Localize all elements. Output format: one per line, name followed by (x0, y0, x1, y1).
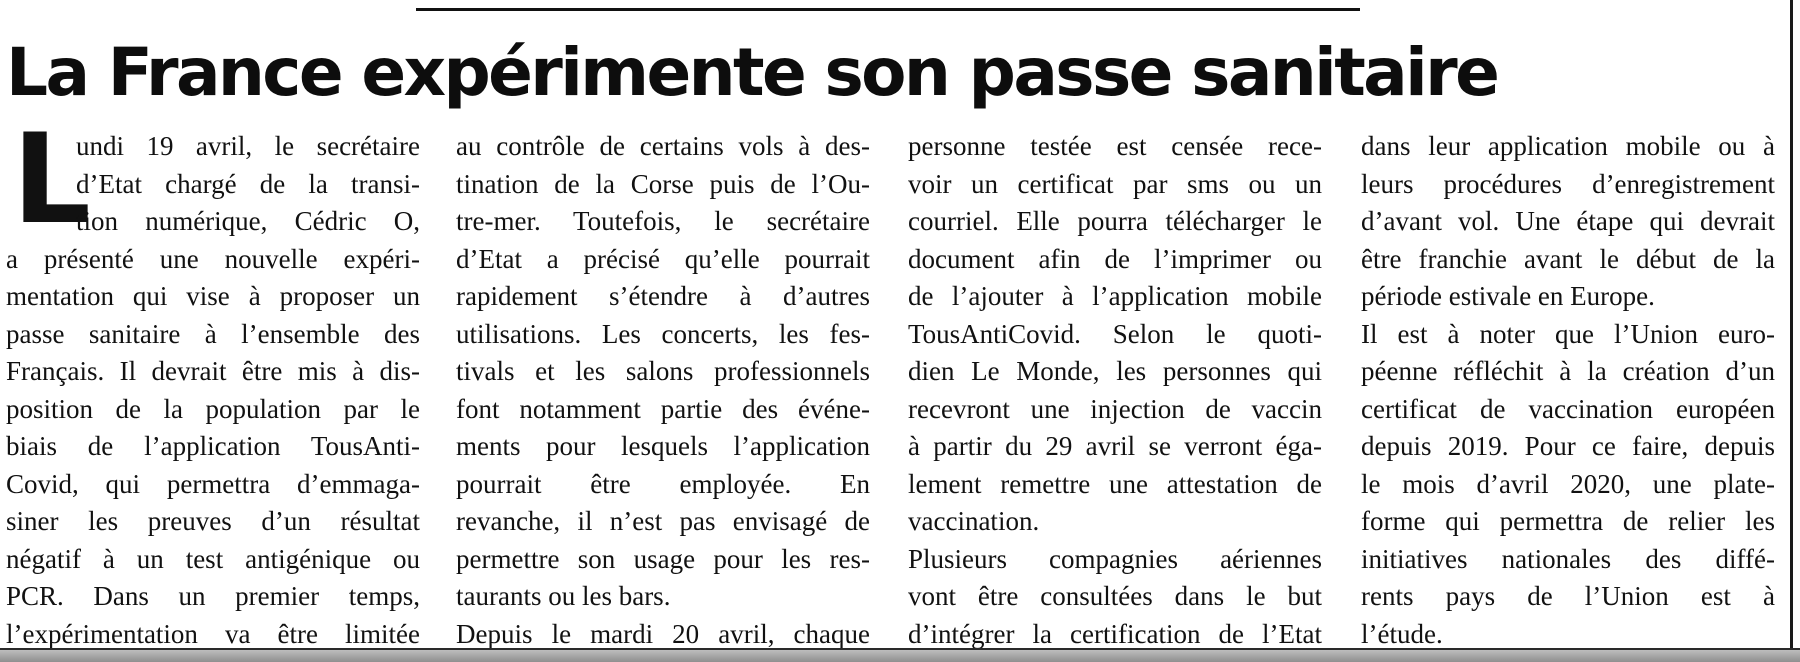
article-column-2 (456, 128, 870, 653)
article-line: à partir du 29 avril se verront éga- (908, 431, 1322, 461)
article-line: au contrôle de certains vols à des- (456, 131, 870, 161)
article-line: PCR. Dans un premier temps, (6, 581, 420, 611)
frame-right-border (1790, 0, 1793, 662)
article-line: péenne réfléchit à la création d’un (1361, 356, 1775, 386)
article-line: voir un certificat par sms ou un (908, 168, 1322, 199)
article-line: taurants ou les bars. (456, 581, 671, 611)
article-line: position de la population par le (6, 393, 420, 424)
drop-cap: L (12, 108, 92, 252)
article-line: tination de la Corse puis de l’Ou- (456, 168, 870, 199)
article-line: ments pour lesquels l’application (456, 431, 870, 461)
article-line: d’intégrer la certification de l’Etat (908, 618, 1322, 649)
article-line: biais de l’application TousAnti- (6, 431, 420, 461)
article-line: dien Le Monde, les personnes qui (908, 356, 1322, 386)
article-line: pourrait être employée. En (456, 468, 870, 499)
article-line: le mois d’avril 2020, une plate- (1361, 468, 1775, 499)
article-line: revanche, il n’est pas envisagé de (456, 506, 870, 536)
article-line: utilisations. Les concerts, les fes- (456, 318, 870, 349)
article-line: siner les preuves d’un résultat (6, 506, 420, 536)
article-line: Il est à noter que l’Union euro- (1361, 318, 1775, 349)
article-line: rents pays de l’Union est à (1361, 581, 1775, 611)
article-line: d’avant vol. Une étape qui devrait (1361, 206, 1775, 236)
headline: La France expérimente son passe sanitaire (6, 34, 1498, 111)
article-line: tivals et les salons professionnels (456, 356, 870, 386)
article-line: être franchie avant le début de la (1361, 243, 1775, 274)
article-line: passe sanitaire à l’ensemble des (6, 318, 420, 349)
article-line: mentation qui vise à proposer un (6, 281, 420, 311)
article-body (0, 108, 1800, 649)
article-line: lement remettre une attestation de (908, 468, 1322, 499)
article-line: depuis 2019. Pour ce faire, depuis (1361, 431, 1775, 461)
article-column-3 (908, 128, 1322, 653)
article-line: font notamment partie des événe- (456, 393, 870, 424)
article-line: Français. Il devrait être mis à dis- (6, 356, 420, 386)
article-line: permettre son usage pour les res- (456, 543, 870, 574)
frame-bottom-border (0, 650, 1800, 662)
article-line: l’expérimentation va être limitée (6, 618, 420, 649)
article-line: d’Etat chargé de la transi- (76, 168, 420, 199)
article-line: tre-mer. Toutefois, le secrétaire (456, 206, 870, 236)
article-line: document afin de l’imprimer ou (908, 243, 1322, 274)
article-line: Covid, qui permettra d’emmaga- (6, 468, 420, 499)
article-line: d’Etat a précisé qu’elle pourrait (456, 243, 870, 274)
article-line: TousAntiCovid. Selon le quoti- (908, 318, 1322, 349)
article-line: négatif à un test antigénique ou (6, 543, 420, 574)
article-line: rapidement s’étendre à d’autres (456, 281, 870, 311)
article-line: recevront une injection de vaccin (908, 393, 1322, 424)
article-line: l’étude. (1361, 618, 1443, 649)
article-line: vont être consultées dans le but (908, 581, 1322, 611)
top-rule (416, 8, 1360, 11)
article-line: période estivale en Europe. (1361, 281, 1655, 311)
article-line: dans leur application mobile ou à (1361, 131, 1775, 161)
article-line: forme qui permettra de relier les (1361, 506, 1775, 536)
article-column-4 (1361, 128, 1775, 653)
article-line: tion numérique, Cédric O, (76, 206, 420, 236)
article-line: initiatives nationales des diffé- (1361, 543, 1775, 574)
article-line: undi 19 avril, le secrétaire (76, 131, 420, 161)
article-line: courriel. Elle pourra télécharger le (908, 206, 1322, 236)
article-line: certificat de vaccination européen (1361, 393, 1775, 424)
article-line: vaccination. (908, 506, 1040, 536)
article-line: Depuis le mardi 20 avril, chaque (456, 618, 870, 649)
article-line: a présenté une nouvelle expéri- (6, 243, 420, 274)
article-line: Plusieurs compagnies aériennes (908, 543, 1322, 574)
article-line: de l’ajouter à l’application mobile (908, 281, 1322, 311)
article-line: personne testée est censée rece- (908, 131, 1322, 161)
article-line: leurs procédures d’enregistrement (1361, 168, 1775, 199)
